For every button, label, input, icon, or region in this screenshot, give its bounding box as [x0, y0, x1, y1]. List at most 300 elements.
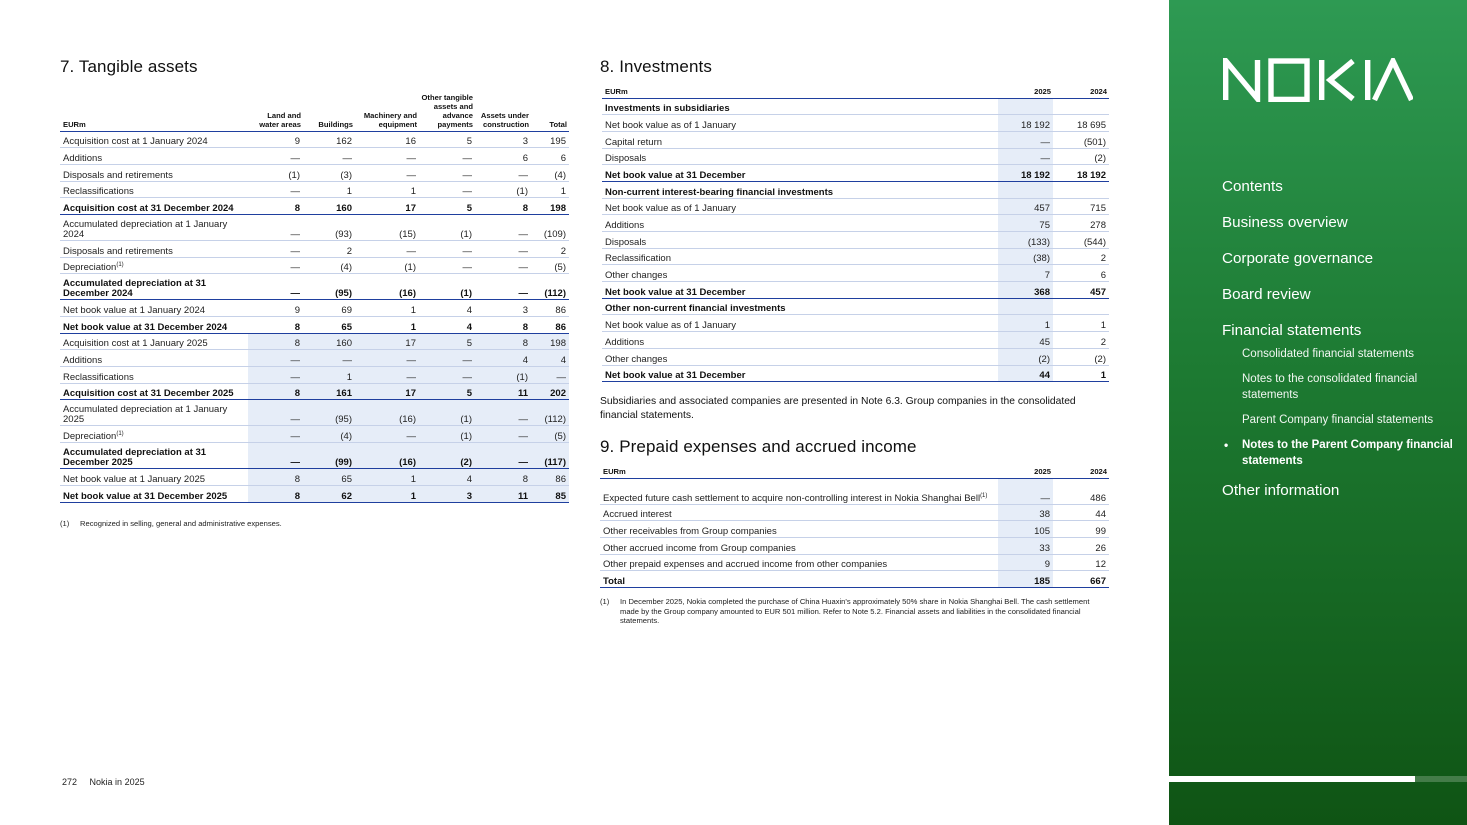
- row-label-text: Other changes: [605, 270, 668, 282]
- row-label: [602, 98, 998, 115]
- row-label: [60, 350, 248, 367]
- table-row: [600, 478, 1109, 504]
- column-header: EURm: [60, 80, 248, 131]
- row-label-text: Reclassification: [605, 253, 671, 265]
- row-label-text: Accumulated depreciation at 1 January 2024: [63, 218, 228, 240]
- table-row: [60, 240, 569, 257]
- row-label: [60, 367, 248, 384]
- cell-value: [998, 181, 1053, 198]
- row-label: [60, 131, 248, 148]
- row-label-text: Accumulated depreciation at 1 January 2025: [63, 404, 228, 426]
- row-label-text: Accumulated depreciation at 31 December 2024: [63, 278, 207, 300]
- table-row: [60, 181, 569, 198]
- cell-value: 1: [303, 181, 355, 198]
- table-row: [602, 265, 1109, 282]
- cell-value: —: [475, 164, 531, 181]
- cell-value: 198: [531, 333, 569, 350]
- cell-value: 8: [248, 383, 303, 400]
- table-row: [60, 383, 569, 400]
- cell-value: —: [248, 400, 303, 426]
- cell-value: 4: [531, 350, 569, 367]
- table-row: [60, 485, 569, 502]
- cell-value: 161: [303, 383, 355, 400]
- nokia-logo-icon: [1223, 58, 1413, 102]
- row-label-text: Non-current interest-bearing financial investments: [605, 186, 834, 198]
- cell-value: (4): [303, 426, 355, 443]
- row-label: [60, 426, 248, 443]
- row-label-text: Disposals and retirements: [63, 169, 173, 181]
- cell-value: —: [998, 131, 1053, 148]
- table-row: [60, 214, 569, 240]
- cell-value: 105: [998, 521, 1053, 538]
- row-label: [602, 148, 998, 165]
- cell-value: 1: [531, 181, 569, 198]
- cell-value: —: [248, 257, 303, 274]
- cell-value: 8: [248, 485, 303, 502]
- table-row: [60, 257, 569, 274]
- table-row: [600, 521, 1109, 538]
- cell-value: 1: [998, 315, 1053, 332]
- nav-item-financial-statements[interactable]: Financial statements: [1222, 322, 1362, 339]
- table-row: [60, 148, 569, 165]
- cell-value: (1): [355, 257, 419, 274]
- cell-value: 278: [1053, 215, 1109, 232]
- cell-value: 185: [998, 571, 1053, 588]
- cell-value: —: [475, 274, 531, 300]
- cell-value: 2: [1053, 332, 1109, 349]
- row-label: [602, 131, 998, 148]
- nav-item-corporate-governance[interactable]: Corporate governance: [1222, 250, 1374, 267]
- row-label: [60, 333, 248, 350]
- row-label: [602, 248, 998, 265]
- table-row: [600, 537, 1109, 554]
- row-label: [60, 240, 248, 257]
- tangible-assets-table: [60, 80, 569, 503]
- cell-value: —: [419, 367, 475, 384]
- table-row: [602, 165, 1109, 182]
- cell-value: (2): [1053, 148, 1109, 165]
- table-row: [60, 198, 569, 215]
- cell-value: 18 695: [1053, 115, 1109, 132]
- cell-value: —: [419, 350, 475, 367]
- cell-value: 1: [1053, 365, 1109, 382]
- cell-value: 45: [998, 332, 1053, 349]
- cell-value: —: [419, 164, 475, 181]
- footnote-ref: (1): [116, 431, 124, 438]
- nav-item-contents[interactable]: Contents: [1222, 178, 1283, 195]
- table-row: [602, 215, 1109, 232]
- cell-value: —: [355, 350, 419, 367]
- row-label-text: Investments in subsidiaries: [605, 103, 730, 115]
- nav-item-other-information[interactable]: Other information: [1222, 482, 1340, 499]
- cell-value: (117): [531, 443, 569, 469]
- row-label-text: Net book value as of 1 January: [605, 119, 736, 131]
- cell-value: (16): [355, 400, 419, 426]
- row-label-text: Reclassifications: [63, 186, 134, 198]
- cell-value: [998, 298, 1053, 315]
- publication-name: Nokia in 2025: [89, 777, 145, 787]
- cell-value: (4): [303, 257, 355, 274]
- cell-value: —: [355, 426, 419, 443]
- cell-value: (1): [419, 400, 475, 426]
- cell-value: —: [419, 257, 475, 274]
- row-label-text: Other non-current financial investments: [605, 303, 786, 315]
- row-label: [60, 383, 248, 400]
- row-label: [60, 485, 248, 502]
- cell-value: 1: [355, 181, 419, 198]
- column-header: Land and water areas: [248, 80, 303, 131]
- cell-value: 1: [303, 367, 355, 384]
- cell-value: 1: [355, 300, 419, 317]
- row-label: [602, 198, 998, 215]
- row-label: [602, 315, 998, 332]
- cell-value: 9: [248, 131, 303, 148]
- row-label-text: Acquisition cost at 31 December 2024: [63, 202, 234, 214]
- table-row: [602, 348, 1109, 365]
- cell-value: 160: [303, 333, 355, 350]
- cell-value: 6: [475, 148, 531, 165]
- cell-value: 2: [303, 240, 355, 257]
- page-footer: [62, 777, 145, 787]
- cell-value: —: [475, 400, 531, 426]
- row-label-text: Net book value at 31 December 2025: [63, 490, 228, 502]
- cell-value: 26: [1053, 537, 1109, 554]
- cell-value: 8: [248, 469, 303, 486]
- cell-value: —: [248, 274, 303, 300]
- cell-value: 2: [1053, 248, 1109, 265]
- footnote-text: In December 2025, Nokia completed the purchase of China Huaxin's approximately 50% share in Nokia Shanghai Bell. The cash settlement made by the Group company amounted to EUR 501 million. Refer to Note 5.2. Financial assets and liabilities in the consolidated financial statements.: [620, 597, 1090, 625]
- table-row: [602, 248, 1109, 265]
- sidebar-progress-track: [1415, 776, 1467, 782]
- cell-value: 4: [419, 300, 475, 317]
- cell-value: [998, 98, 1053, 115]
- sidebar-nav: [1222, 177, 1462, 500]
- row-label-text: Additions: [63, 355, 103, 367]
- cell-value: 12: [1053, 554, 1109, 571]
- row-label-text: Disposals: [605, 153, 647, 165]
- table-row: [60, 350, 569, 367]
- row-label: [600, 554, 998, 571]
- cell-value: 667: [1053, 571, 1109, 588]
- cell-value: (1): [248, 164, 303, 181]
- cell-value: 18 192: [998, 115, 1053, 132]
- cell-value: 3: [419, 485, 475, 502]
- column-header: 2025: [998, 84, 1053, 98]
- cell-value: 86: [531, 469, 569, 486]
- row-label-text: Other accrued income from Group companies: [603, 542, 796, 554]
- cell-value: 17: [355, 333, 419, 350]
- cell-value: —: [355, 367, 419, 384]
- nav-item-business-overview[interactable]: Business overview: [1222, 214, 1348, 231]
- column-header: 2025: [998, 464, 1053, 478]
- row-label: [600, 521, 998, 538]
- table-row: [602, 298, 1109, 315]
- cell-value: (4): [531, 164, 569, 181]
- row-label-text: Other receivables from Group companies: [603, 525, 777, 537]
- table-row: [602, 148, 1109, 165]
- row-label-text: Additions: [605, 220, 645, 231]
- cell-value: 9: [248, 300, 303, 317]
- cell-value: 17: [355, 383, 419, 400]
- cell-value: (15): [355, 214, 419, 240]
- investments-table: [602, 84, 1109, 382]
- nav-item-board-review[interactable]: Board review: [1222, 286, 1311, 303]
- cell-value: (93): [303, 214, 355, 240]
- cell-value: —: [303, 350, 355, 367]
- cell-value: (5): [531, 257, 569, 274]
- row-label: [60, 164, 248, 181]
- table-row: [600, 571, 1109, 588]
- cell-value: —: [419, 148, 475, 165]
- cell-value: 18 192: [998, 165, 1053, 182]
- row-label-text: Net book value at 31 December: [605, 370, 746, 382]
- row-label-text: Net book value at 31 December: [605, 169, 746, 181]
- table-row: [60, 469, 569, 486]
- cell-value: (1): [475, 181, 531, 198]
- sidebar: [1169, 0, 1467, 825]
- cell-value: (112): [531, 274, 569, 300]
- cell-value: [1053, 181, 1109, 198]
- cell-value: (38): [998, 248, 1053, 265]
- table-row: [60, 367, 569, 384]
- cell-value: 7: [998, 265, 1053, 282]
- cell-value: (1): [419, 274, 475, 300]
- row-label: [602, 165, 998, 182]
- cell-value: —: [248, 181, 303, 198]
- cell-value: 8: [248, 317, 303, 334]
- table-row: [602, 115, 1109, 132]
- cell-value: 162: [303, 131, 355, 148]
- sidebar-progress-bar: [1169, 776, 1415, 782]
- cell-value: (2): [1053, 348, 1109, 365]
- footnote-ref: (1): [980, 492, 988, 499]
- cell-value: 5: [419, 198, 475, 215]
- row-label-text: Net book value at 31 December 2024: [63, 321, 228, 333]
- cell-value: (2): [419, 443, 475, 469]
- nav-subitem-notes-consolidated[interactable]: Notes to the consolidated financial statements: [1242, 373, 1418, 401]
- cell-value: 8: [475, 198, 531, 215]
- cell-value: 457: [998, 198, 1053, 215]
- cell-value: 9: [998, 554, 1053, 571]
- cell-value: 11: [475, 383, 531, 400]
- cell-value: —: [419, 181, 475, 198]
- footnote-text: Recognized in selling, general and administrative expenses.: [80, 519, 282, 528]
- cell-value: (16): [355, 443, 419, 469]
- table-row: [602, 131, 1109, 148]
- footnote-marker: (1): [60, 519, 70, 528]
- cell-value: (5): [531, 426, 569, 443]
- row-label: [60, 148, 248, 165]
- row-label: [60, 198, 248, 215]
- cell-value: 1: [355, 317, 419, 334]
- row-label: [602, 332, 998, 349]
- table-row: [600, 554, 1109, 571]
- row-label-text: Accumulated depreciation at 31 December 2025: [63, 447, 207, 469]
- cell-value: 4: [475, 350, 531, 367]
- note7-footnote: [60, 519, 560, 529]
- row-label: [602, 365, 998, 382]
- cell-value: (95): [303, 400, 355, 426]
- note8-title: 8. Investments: [600, 57, 712, 76]
- column-header: EURm: [600, 464, 998, 478]
- cell-value: —: [475, 257, 531, 274]
- cell-value: [1053, 298, 1109, 315]
- cell-value: [1053, 98, 1109, 115]
- cell-value: 16: [355, 131, 419, 148]
- cell-value: —: [475, 443, 531, 469]
- cell-value: (1): [475, 367, 531, 384]
- table-row: [60, 333, 569, 350]
- cell-value: (1): [419, 426, 475, 443]
- row-label-text: Acquisition cost at 1 January 2024: [63, 136, 208, 148]
- row-label-text: Depreciation: [63, 262, 117, 274]
- nokia-logo[interactable]: [1223, 58, 1413, 107]
- cell-value: 5: [419, 333, 475, 350]
- row-label-text: Capital return: [605, 136, 663, 148]
- cell-value: 86: [531, 317, 569, 334]
- prepaid-expenses-table: [600, 464, 1109, 588]
- cell-value: 1: [1053, 315, 1109, 332]
- nav-subitem-notes-parent-company[interactable]: • Notes to the Parent Company financial statements: [1242, 437, 1462, 469]
- cell-value: 195: [531, 131, 569, 148]
- cell-value: —: [419, 240, 475, 257]
- row-label: [602, 181, 998, 198]
- row-label: [60, 214, 248, 240]
- cell-value: 44: [998, 365, 1053, 382]
- cell-value: —: [475, 240, 531, 257]
- row-label-text: Acquisition cost at 31 December 2025: [63, 388, 234, 400]
- cell-value: 65: [303, 469, 355, 486]
- row-label: [600, 571, 998, 588]
- cell-value: 85: [531, 485, 569, 502]
- cell-value: 8: [475, 333, 531, 350]
- cell-value: 6: [1053, 265, 1109, 282]
- row-label: [60, 181, 248, 198]
- cell-value: 17: [355, 198, 419, 215]
- note9-title: 9. Prepaid expenses and accrued income: [600, 437, 917, 456]
- table-row: [602, 365, 1109, 382]
- cell-value: —: [475, 426, 531, 443]
- table-row: [60, 274, 569, 300]
- table-row: [602, 198, 1109, 215]
- cell-value: —: [248, 350, 303, 367]
- cell-value: 2: [531, 240, 569, 257]
- row-label: [600, 478, 998, 504]
- table-row: [60, 443, 569, 469]
- row-label: [60, 443, 248, 469]
- table-row: [602, 332, 1109, 349]
- cell-value: (1): [419, 214, 475, 240]
- cell-value: —: [355, 164, 419, 181]
- nav-subitem-parent-company-financial-statements[interactable]: Parent Company financial statements: [1242, 414, 1434, 426]
- row-label-text: Accrued interest: [603, 509, 672, 521]
- table-row: [602, 232, 1109, 249]
- row-label: [60, 274, 248, 300]
- row-label-text: Additions: [605, 336, 645, 348]
- table-row: [602, 181, 1109, 198]
- row-label: [602, 348, 998, 365]
- row-label-text: Total: [603, 575, 625, 587]
- cell-value: 5: [419, 131, 475, 148]
- row-label-text: Reclassifications: [63, 371, 134, 383]
- cell-value: (112): [531, 400, 569, 426]
- table-row: [60, 300, 569, 317]
- nav-subitem-consolidated-financial-statements[interactable]: Consolidated financial statements: [1242, 348, 1414, 360]
- cell-value: 202: [531, 383, 569, 400]
- cell-value: 44: [1053, 504, 1109, 521]
- cell-value: —: [303, 148, 355, 165]
- cell-value: —: [355, 240, 419, 257]
- cell-value: 4: [419, 317, 475, 334]
- column-header: Other tangible assets and advance payments: [419, 80, 475, 131]
- cell-value: —: [531, 367, 569, 384]
- row-label: [602, 115, 998, 132]
- cell-value: 18 192: [1053, 165, 1109, 182]
- cell-value: (95): [303, 274, 355, 300]
- cell-value: 62: [303, 485, 355, 502]
- note9-footnote: [600, 597, 1100, 626]
- cell-value: —: [248, 443, 303, 469]
- cell-value: 75: [998, 215, 1053, 232]
- cell-value: —: [355, 148, 419, 165]
- cell-value: 99: [1053, 521, 1109, 538]
- table-row: [602, 282, 1109, 299]
- table-row: [600, 504, 1109, 521]
- table-row: [602, 98, 1109, 115]
- row-label-text: Depreciation: [63, 431, 117, 443]
- row-label: [60, 300, 248, 317]
- table-row: [602, 315, 1109, 332]
- cell-value: 11: [475, 485, 531, 502]
- column-header: Buildings: [303, 80, 355, 131]
- cell-value: 715: [1053, 198, 1109, 215]
- column-header: Total: [531, 80, 569, 131]
- cell-value: —: [248, 367, 303, 384]
- table-row: [60, 317, 569, 334]
- row-label: [602, 282, 998, 299]
- row-label-text: Acquisition cost at 1 January 2025: [63, 338, 208, 350]
- cell-value: 457: [1053, 282, 1109, 299]
- cell-value: 6: [531, 148, 569, 165]
- row-label-text: Net book value at 31 December: [605, 286, 746, 298]
- cell-value: 33: [998, 537, 1053, 554]
- cell-value: (109): [531, 214, 569, 240]
- cell-value: 69: [303, 300, 355, 317]
- cell-value: 1: [355, 469, 419, 486]
- row-label: [602, 215, 998, 232]
- row-label-text: Disposals and retirements: [63, 245, 173, 257]
- cell-value: 368: [998, 282, 1053, 299]
- row-label-text: Disposals: [605, 236, 647, 248]
- cell-value: 198: [531, 198, 569, 215]
- cell-value: (133): [998, 232, 1053, 249]
- cell-value: (3): [303, 164, 355, 181]
- cell-value: —: [475, 214, 531, 240]
- column-header: Machinery and equipment: [355, 80, 419, 131]
- row-label: [60, 257, 248, 274]
- row-label-text: Other prepaid expenses and accrued income from other companies: [603, 559, 888, 571]
- page-number: 272: [62, 777, 78, 787]
- row-label-text: Expected future cash settlement to acquire non-controlling interest in Nokia Shanghai Bell: [603, 492, 981, 504]
- row-label: [602, 232, 998, 249]
- row-label: [60, 317, 248, 334]
- cell-value: 8: [248, 198, 303, 215]
- row-label: [602, 298, 998, 315]
- cell-value: (544): [1053, 232, 1109, 249]
- row-label-text: Additions: [63, 152, 103, 164]
- cell-value: 8: [475, 317, 531, 334]
- table-row: [60, 164, 569, 181]
